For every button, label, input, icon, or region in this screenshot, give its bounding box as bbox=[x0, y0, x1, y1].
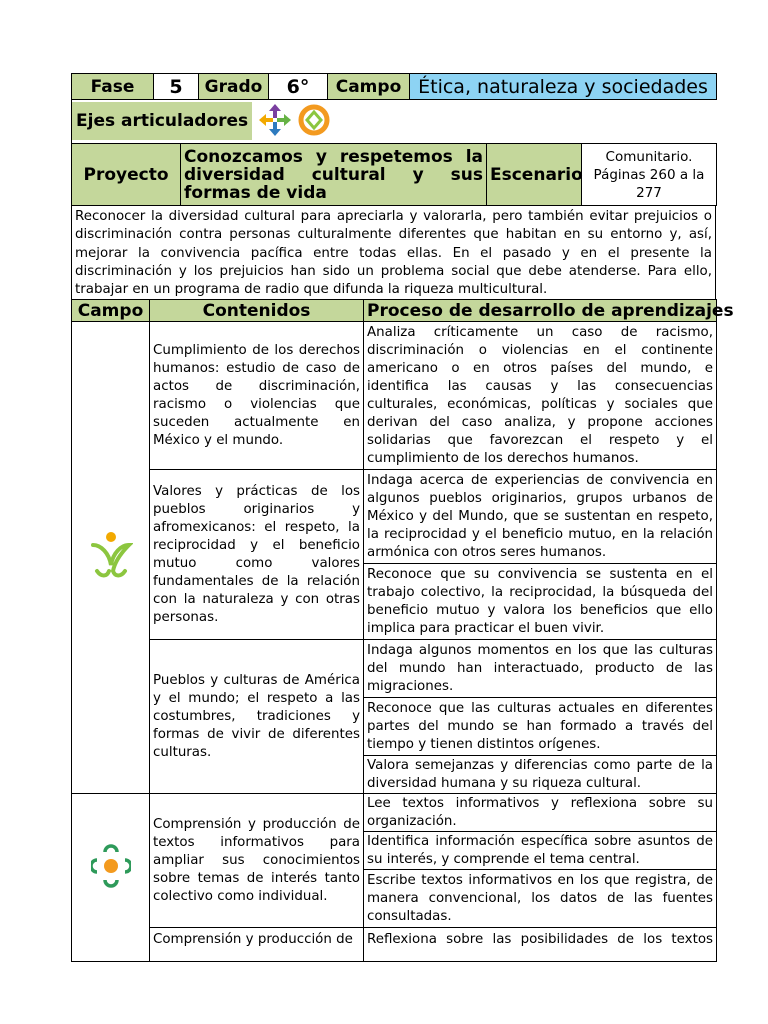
fase-label: Fase bbox=[72, 74, 154, 100]
process-item: Valora semejanzas y diferencias como parte de la diversidad humana y su riqueza cultural. bbox=[364, 756, 717, 794]
inclusion-arrows-icon bbox=[257, 102, 293, 142]
process-item: Reconoce que su convivencia se sustenta en el trabajo colectivo, la reciprocidad, la búsqueda del beneficio mutuo y valora los beneficios que ello implica para practicar el buen vivir. bbox=[364, 564, 717, 640]
campo-icon-cell bbox=[72, 322, 150, 794]
content-item: Comprensión y producción de bbox=[150, 928, 364, 962]
campo-icon-cell bbox=[72, 794, 150, 962]
header-table bbox=[71, 73, 717, 100]
process-item: Lee textos informativos y reflexiona sobre su organización. bbox=[364, 794, 717, 832]
escenario-value: Comunitario. Páginas 260 a la 277 bbox=[582, 144, 717, 206]
process-item: Reconoce que las culturas actuales en diferentes partes del mundo se han formado a través del tiempo y tienen distintos orígenes. bbox=[364, 698, 717, 756]
content-item: Comprensión y producción de textos informativos para ampliar sus conocimientos sobre temas de interés tanto colectivo como individual. bbox=[150, 794, 364, 928]
process-item: Indaga algunos momentos en los que las culturas del mundo han interactuado, producto de las migraciones. bbox=[364, 640, 717, 698]
content-item: Pueblos y culturas de América y el mundo; el respeto a las costumbres, tradiciones y formas de vivir de diferentes culturas. bbox=[150, 640, 364, 794]
process-item: Reflexiona sobre las posibilidades de los textos bbox=[364, 928, 717, 962]
project-description: Reconocer la diversidad cultural para apreciarla y valorarla, pero también evitar prejuicios o discriminación contra personas culturalmente diferentes que habitan en su entorno y, así, mejorar la convivencia pacífica entre todas ellas. En el pasado y en el presente la discriminación y los prejuicios han sido un problema social que debe atenderse. Para ello, trabajar en un programa de radio que difunda la riqueza multicultural. bbox=[72, 206, 716, 300]
content-item: Valores y prácticas de los pueblos originarios y afromexicanos: el respeto, la reciprocidad y el beneficio mutuo como valores fundamentales de la relación con la naturaleza y con otras personas. bbox=[150, 470, 364, 640]
proyecto-table bbox=[71, 143, 717, 206]
process-item: Indaga acerca de experiencias de convivencia en algunos pueblos originarios, grupos urbanos de México y del Mundo, que se sustentan en respeto, la reciprocidad y el beneficio mutuo, en la relación armónica con otros seres humanos. bbox=[364, 470, 717, 564]
learning-table bbox=[71, 299, 734, 962]
col-header-contenidos: Contenidos bbox=[150, 300, 364, 322]
col-header-proceso: Proceso de desarrollo de aprendizajes bbox=[364, 300, 717, 322]
campo-value: Ética, naturaleza y sociedades bbox=[410, 74, 717, 100]
col-header-campo: Campo bbox=[72, 300, 150, 322]
interculturalidad-circle-icon bbox=[298, 102, 330, 142]
ejes-table bbox=[71, 99, 716, 144]
proyecto-value: Conozcamos y respetemos la diversidad cultural y sus formas de vida bbox=[181, 144, 487, 206]
description-table bbox=[71, 205, 716, 300]
document bbox=[71, 73, 734, 962]
escenario-label: Escenario bbox=[487, 144, 582, 206]
process-item: Escribe textos informativos en los que registra, de manera convencional, los datos de las fuentes consultadas. bbox=[364, 870, 717, 928]
grado-value: 6° bbox=[269, 74, 328, 100]
etica-naturaleza-person-icon bbox=[89, 531, 133, 585]
process-item: Identifica información específica sobre asuntos de su interés, y comprende el tema central. bbox=[364, 832, 717, 870]
ejes-row bbox=[72, 100, 717, 144]
content-item: Cumplimiento de los derechos humanos: estudio de caso de actos de discriminación, racismo o violencias que suceden actualmente en México y el mundo. bbox=[150, 322, 364, 470]
fase-value: 5 bbox=[154, 74, 199, 100]
proyecto-label: Proyecto bbox=[72, 144, 181, 206]
ejes-label: Ejes articuladores bbox=[72, 102, 252, 140]
campo-label: Campo bbox=[328, 74, 410, 100]
process-item: Analiza críticamente un caso de racismo, discriminación o violencias en el continente americano o en otros países del mundo, e identifica las causas y las consecuencias culturales, económicas, políticas y sociales que derivan del caso analiza, y propone acciones solidarias que favorezcan el respeto y el cumplimiento de los derechos humanos. bbox=[364, 322, 717, 470]
grado-label: Grado bbox=[199, 74, 269, 100]
lenguajes-dots-icon bbox=[91, 844, 131, 892]
